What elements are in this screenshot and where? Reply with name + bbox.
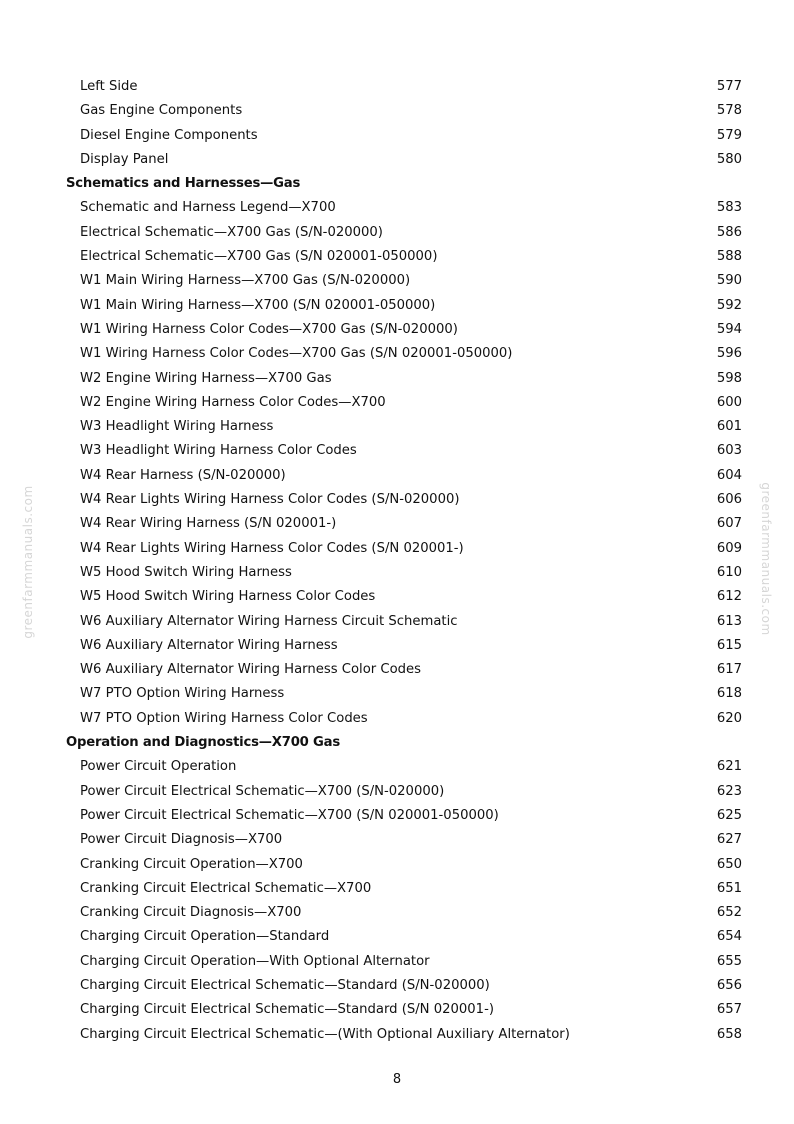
entry-page-number: 601	[716, 419, 742, 435]
entry-title: Display Panel	[80, 151, 169, 167]
toc-entry[interactable]	[0, 950, 794, 974]
entry-page-number: 594	[716, 321, 742, 337]
section-title: Operation and Diagnostics—X700 Gas	[66, 735, 341, 751]
entry-page-number: 590	[716, 273, 742, 289]
entry-page-number: 656	[716, 977, 742, 993]
toc-entry[interactable]	[0, 75, 794, 99]
entry-page-number: 650	[716, 856, 742, 872]
entry-page-number: 579	[716, 127, 742, 143]
entry-title: Charging Circuit Operation—With Optional Alternator	[80, 953, 430, 969]
entry-title: W4 Rear Lights Wiring Harness Color Codes (S/N 020001-)	[80, 540, 464, 556]
entry-page-number: 603	[716, 443, 742, 459]
entry-page-number: 618	[716, 686, 742, 702]
entry-page-number: 658	[716, 1026, 742, 1042]
toc-entry[interactable]	[0, 610, 794, 634]
toc-entry[interactable]	[0, 342, 794, 366]
entry-page-number: 598	[716, 370, 742, 386]
entry-page-number: 621	[716, 759, 742, 775]
entry-title: W3 Headlight Wiring Harness	[80, 419, 274, 435]
entry-title: Power Circuit Operation	[80, 759, 237, 775]
toc-entry[interactable]	[0, 512, 794, 536]
toc-entry[interactable]	[0, 221, 794, 245]
entry-page-number: 623	[716, 783, 742, 799]
entry-page-number: 612	[716, 589, 742, 605]
entry-title: W4 Rear Lights Wiring Harness Color Codes (S/N-020000)	[80, 492, 460, 508]
entry-title: Gas Engine Components	[80, 103, 243, 119]
entry-page-number: 588	[716, 249, 742, 265]
entry-title: W1 Main Wiring Harness—X700 (S/N 020001-050000)	[80, 297, 436, 313]
entry-title: Schematic and Harness Legend—X700	[80, 200, 336, 216]
entry-page-number: 580	[716, 151, 742, 167]
toc-entry[interactable]	[0, 877, 794, 901]
toc-entry[interactable]	[0, 99, 794, 123]
toc-entry[interactable]	[0, 196, 794, 220]
entry-page-number: 651	[716, 880, 742, 896]
entry-title: W4 Rear Wiring Harness (S/N 020001-)	[80, 516, 337, 532]
entry-title: W7 PTO Option Wiring Harness Color Codes	[80, 710, 368, 726]
toc-entry[interactable]	[0, 561, 794, 585]
entry-page-number: 625	[716, 807, 742, 823]
toc-entry[interactable]	[0, 925, 794, 949]
entry-title: Electrical Schematic—X700 Gas (S/N 020001-050000)	[80, 249, 438, 265]
entry-title: Diesel Engine Components	[80, 127, 258, 143]
entry-title: W2 Engine Wiring Harness—X700 Gas	[80, 370, 332, 386]
toc-entry[interactable]	[0, 294, 794, 318]
entry-title: W1 Main Wiring Harness—X700 Gas (S/N-020000)	[80, 273, 411, 289]
entry-title: Power Circuit Diagnosis—X700	[80, 832, 283, 848]
toc-entry[interactable]	[0, 658, 794, 682]
entry-page-number: 613	[716, 613, 742, 629]
entry-title: W2 Engine Wiring Harness Color Codes—X700	[80, 394, 386, 410]
entry-title: Electrical Schematic—X700 Gas (S/N-020000)	[80, 224, 383, 240]
entry-page-number: 627	[716, 832, 742, 848]
entry-page-number: 596	[716, 346, 742, 362]
toc-entry[interactable]	[0, 853, 794, 877]
entry-title: Cranking Circuit Diagnosis—X700	[80, 905, 302, 921]
toc-entry[interactable]	[0, 415, 794, 439]
toc-entry[interactable]	[0, 537, 794, 561]
entry-page-number: 654	[716, 929, 742, 945]
entry-title: W5 Hood Switch Wiring Harness	[80, 564, 292, 580]
entry-title: Cranking Circuit Operation—X700	[80, 856, 303, 872]
toc-entry[interactable]	[0, 464, 794, 488]
toc-entry[interactable]	[0, 1023, 794, 1047]
entry-page-number: 609	[716, 540, 742, 556]
entry-page-number: 606	[716, 492, 742, 508]
entry-page-number: 577	[716, 79, 742, 94]
table-of-contents	[0, 75, 794, 1047]
entry-title: W3 Headlight Wiring Harness Color Codes	[80, 443, 357, 459]
entry-page-number: 657	[716, 1002, 742, 1018]
entry-title: Left Side	[80, 79, 138, 94]
toc-entry[interactable]	[0, 901, 794, 925]
entry-page-number: 615	[716, 637, 742, 653]
toc-entry[interactable]	[0, 755, 794, 779]
toc-entry[interactable]	[0, 391, 794, 415]
entry-title: W6 Auxiliary Alternator Wiring Harness Circuit Schematic	[80, 613, 458, 629]
toc-entry[interactable]	[0, 124, 794, 148]
toc-entry[interactable]	[0, 974, 794, 998]
toc-section-heading	[0, 731, 794, 755]
entry-title: Charging Circuit Operation—Standard	[80, 929, 330, 945]
toc-entry[interactable]	[0, 707, 794, 731]
entry-page-number: 583	[716, 200, 742, 216]
section-title: Schematics and Harnesses—Gas	[66, 176, 301, 192]
entry-page-number: 607	[716, 516, 742, 532]
entry-title: Cranking Circuit Electrical Schematic—X700	[80, 880, 372, 896]
entry-title: W5 Hood Switch Wiring Harness Color Codes	[80, 589, 376, 605]
entry-page-number: 652	[716, 905, 742, 921]
toc-entry[interactable]	[0, 439, 794, 463]
entry-title: Charging Circuit Electrical Schematic—Standard (S/N 020001-)	[80, 1002, 494, 1018]
entry-page-number: 610	[716, 564, 742, 580]
entry-page-number: 586	[716, 224, 742, 240]
entry-title: Charging Circuit Electrical Schematic—(With Optional Auxiliary Alternator)	[80, 1026, 570, 1042]
entry-page-number: 604	[716, 467, 742, 483]
watermark-right: greenfarmmanuals.com	[759, 482, 773, 636]
entry-page-number: 655	[716, 953, 742, 969]
entry-title: Power Circuit Electrical Schematic—X700 (S/N-020000)	[80, 783, 445, 799]
toc-entry[interactable]	[0, 367, 794, 391]
entry-page-number: 617	[716, 662, 742, 678]
entry-title: W7 PTO Option Wiring Harness	[80, 686, 285, 702]
toc-entry[interactable]	[0, 318, 794, 342]
entry-title: W1 Wiring Harness Color Codes—X700 Gas (S/N 020001-050000)	[80, 346, 513, 362]
toc-entry[interactable]	[0, 488, 794, 512]
entry-page-number: 620	[716, 710, 742, 726]
toc-entry[interactable]	[0, 245, 794, 269]
toc-entry[interactable]	[0, 585, 794, 609]
toc-section-heading	[0, 172, 794, 196]
entry-page-number: 578	[716, 103, 742, 119]
entry-title: Charging Circuit Electrical Schematic—Standard (S/N-020000)	[80, 977, 490, 993]
toc-entry[interactable]	[0, 148, 794, 172]
toc-entry[interactable]	[0, 634, 794, 658]
toc-entry[interactable]	[0, 998, 794, 1022]
toc-entry[interactable]	[0, 269, 794, 293]
entry-page-number: 592	[716, 297, 742, 313]
toc-entry[interactable]	[0, 804, 794, 828]
entry-title: W6 Auxiliary Alternator Wiring Harness Color Codes	[80, 662, 422, 678]
entry-title: W1 Wiring Harness Color Codes—X700 Gas (S/N-020000)	[80, 321, 458, 337]
toc-entry[interactable]	[0, 780, 794, 804]
page-number: 8	[392, 1072, 402, 1087]
entry-title: W6 Auxiliary Alternator Wiring Harness	[80, 637, 338, 653]
entry-page-number: 600	[716, 394, 742, 410]
toc-entry[interactable]	[0, 682, 794, 706]
toc-entry[interactable]	[0, 828, 794, 852]
entry-title: Power Circuit Electrical Schematic—X700 (S/N 020001-050000)	[80, 807, 499, 823]
watermark-left: greenfarmmanuals.com	[21, 485, 35, 639]
entry-title: W4 Rear Harness (S/N-020000)	[80, 467, 286, 483]
